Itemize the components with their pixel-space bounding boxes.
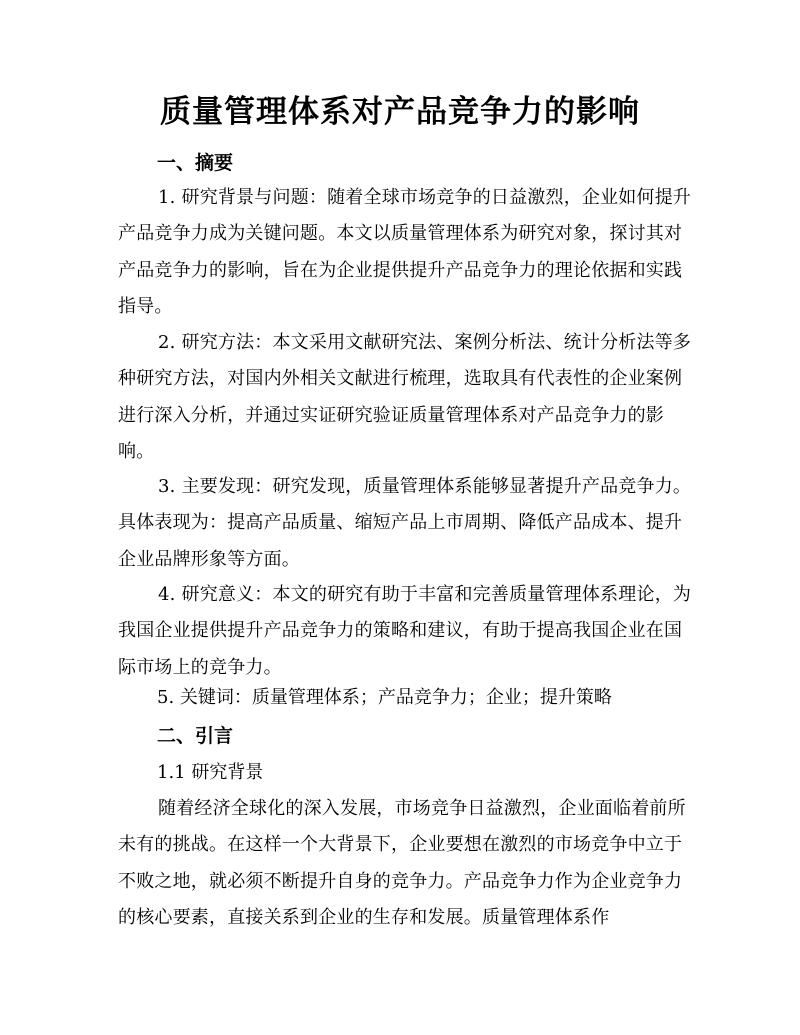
abstract-paragraph-4: 4. 研究意义：本文的研究有助于丰富和完善质量管理体系理论，为我国企业提供提升产品竞争力的策略和建议，有助于提高我国企业在国际市场上的竞争力。 (118, 584, 692, 678)
background-paragraph: 随着经济全球化的深入发展，市场竞争日益激烈，企业面临着前所未有的挑战。在这样一个大背景下，企业要想在激烈的市场竞争中立于不败之地，就必须不断提升自身的竞争力。产品竞争力作为企业竞争力的核心要素，直接关系到企业的生存和发展。质量管理体系作 (118, 798, 686, 929)
abstract-paragraph-1: 1. 研究背景与问题：随着全球市场竞争的日益激烈，企业如何提升产品竞争力成为关键问题。本文以质量管理体系为研究对象，探讨其对产品竞争力的影响，旨在为企业提供提升产品竞争力的理论依据和实践指导。 (118, 187, 692, 318)
section-heading-introduction: 二、引言 (157, 725, 234, 747)
section-heading-abstract: 一、摘要 (157, 152, 234, 174)
abstract-paragraph-3: 3. 主要发现：研究发现，质量管理体系能够显著提升产品竞争力。具体表现为：提高产品质量、缩短产品上市周期、降低产品成本、提升企业品牌形象等方面。 (118, 476, 692, 570)
subsection-heading-background: 1.1 研究背景 (157, 762, 264, 783)
abstract-paragraph-2: 2. 研究方法：本文采用文献研究法、案例分析法、统计分析法等多种研究方法，对国内外相关文献进行梳理，选取具有代表性的企业案例进行深入分析，并通过实证研究验证质量管理体系对产品竞争力的影响。 (118, 332, 692, 463)
keywords-line: 5. 关键词：质量管理体系；产品竞争力；企业；提升策略 (157, 687, 612, 708)
document-title: 质量管理体系对产品竞争力的影响 (160, 94, 640, 130)
